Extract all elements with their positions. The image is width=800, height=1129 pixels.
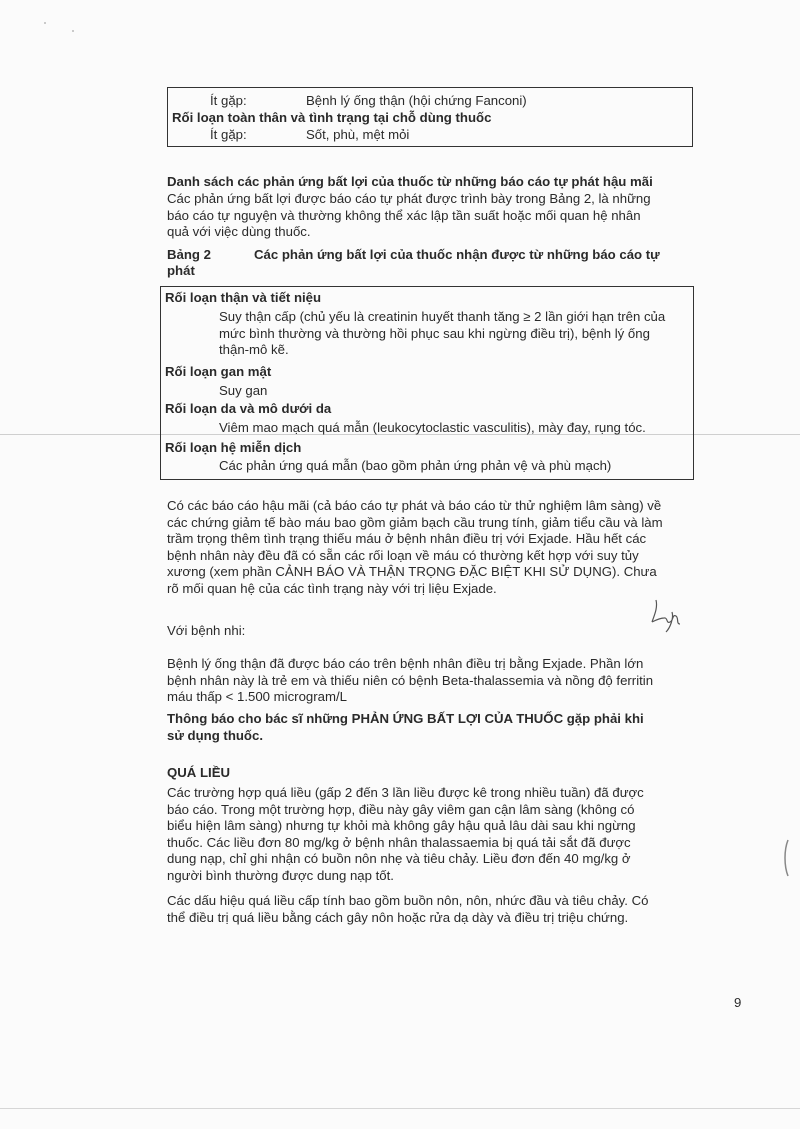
scan-edge-mark [782, 838, 792, 878]
text-line: thuốc. Các liều đơn 80 mg/kg ở bệnh nhân thalassaemia bị quá tải sắt đã được [167, 834, 631, 850]
pediatric-paragraph [167, 656, 653, 706]
text-line: trầm trọng thêm tình trạng thiếu máu ở bệnh nhân điều trị với Exjade. Hầu hết các [167, 531, 647, 546]
text-line: quả với việc dùng thuốc. [167, 224, 311, 239]
organ-class-heading: Rối loạn hệ miễn dịch [165, 440, 302, 455]
organ-class-heading: Rối loạn gan mật [165, 364, 272, 379]
table1-row [168, 127, 692, 144]
scan-line-bottom [0, 1108, 800, 1109]
reaction-value: Bệnh lý ống thận (hội chứng Fanconi) [306, 93, 527, 108]
text-line: biểu hiện lâm sàng) nhưng tự khỏi mà không gây hậu quả lâu dài sau khi ngừng [167, 818, 636, 833]
frequency-label: Ít gặp: [210, 127, 247, 142]
overdose-paragraph-1 [167, 785, 644, 884]
table1-row [168, 93, 692, 110]
text-line: Suy thận cấp (chủ yếu là creatinin huyết thanh tăng ≥ 2 lần giới hạn trên của [219, 309, 666, 324]
text-line: sử dụng thuốc. [167, 727, 263, 743]
overdose-heading: QUÁ LIỀU [167, 765, 231, 780]
table2-label: Bảng 2 [167, 247, 211, 262]
text-line: xương (xem phần CẢNH BÁO VÀ THẬN TRỌNG ĐẶC BIỆT KHI SỬ DỤNG). Chưa [167, 564, 657, 579]
text-line: báo cáo. Trong một trường hợp, điều này gây viêm gan cận lâm sàng (không có [167, 801, 635, 817]
organ-class-heading: Rối loạn da và mô dưới da [165, 401, 332, 416]
text-line: máu thấp < 1.500 microgram/L [167, 689, 347, 704]
reaction-text: Các phản ứng quá mẫn (bao gồm phản ứng phản vệ và phù mạch) [219, 458, 612, 473]
blood-disorders-paragraph [167, 498, 663, 597]
text-line: Bệnh lý ống thận đã được báo cáo trên bệnh nhân điều trị bằng Exjade. Phần lớn [167, 656, 644, 671]
table1-row [168, 110, 692, 127]
text-line: mức bình thường và thường hồi phục sau khi ngừng điều trị), bệnh lý ống [219, 325, 650, 341]
text-line: thể điều trị quá liều bằng cách gây nôn hoặc rửa dạ dày và điều trị triệu chứng. [167, 909, 629, 925]
text-line: bệnh nhân này đều đã có sẵn các rối loạn về máu có thường kết hợp với suy tủy [167, 547, 639, 563]
organ-class-heading: Rối loạn toàn thân và tình trạng tại chỗ dùng thuốc [172, 110, 492, 125]
table2-title: Các phản ứng bất lợi của thuốc nhận được từ những báo cáo tự [254, 247, 660, 262]
scan-speck [44, 22, 46, 24]
text-line: báo cáo tự nguyện và thường không thể xác lập tần suất hoặc mối quan hệ nhân [167, 207, 641, 223]
signature-mark [646, 594, 686, 634]
overdose-paragraph-2 [167, 893, 648, 926]
table2-title-cont: phát [167, 263, 195, 278]
pediatric-label: Với bệnh nhi: [167, 623, 246, 638]
organ-class-heading: Rối loạn thận và tiết niệu [165, 290, 322, 305]
text-line: rõ mối quan hệ của các tình trạng này với trị liệu Exjade. [167, 580, 497, 596]
text-line: bệnh nhân này là trẻ em và thiếu niên có bệnh Beta-thalassemia và nồng độ ferritin [167, 672, 654, 688]
text-line: dung nạp, chỉ ghi nhận có buồn nôn nhẹ và tiêu chảy. Liều đơn đến 40 mg/kg ở [167, 851, 631, 866]
text-line: thận-mô kẽ. [219, 342, 289, 357]
post-marketing-paragraph [167, 191, 651, 241]
text-line: Có các báo cáo hậu mãi (cả báo cáo tự phát và báo cáo từ thử nghiệm lâm sàng) về [167, 498, 662, 513]
reaction-text [219, 309, 665, 359]
text-line: Các dấu hiệu quá liều cấp tính bao gồm buồn nôn, nôn, nhức đầu và tiêu chảy. Có [167, 893, 649, 908]
scan-speck [72, 30, 74, 32]
text-line: Các trường hợp quá liều (gấp 2 đến 3 lần liều được kê trong nhiều tuần) đã được [167, 785, 644, 800]
table2 [160, 286, 694, 480]
text-line: các chứng giảm tế bào máu bao gồm giảm bạch cầu trung tính, giảm tiểu cầu và làm [167, 514, 663, 530]
adverse-reaction-notice [167, 711, 644, 744]
text-line: Các phản ứng bất lợi được báo cáo tự phát được trình bày trong Bảng 2, là những [167, 191, 651, 206]
text-line: Thông báo cho bác sĩ những PHẢN ỨNG BẤT LỢI CỦA THUỐC gặp phải khi [167, 711, 644, 726]
table1-continuation [167, 87, 693, 147]
text-line: người bình thường được dung nạp tốt. [167, 867, 394, 883]
reaction-value: Sốt, phù, mệt mỏi [306, 127, 410, 142]
frequency-label: Ít gặp: [210, 93, 247, 108]
page-number: 9 [734, 995, 742, 1010]
reaction-text: Suy gan [219, 383, 268, 398]
section-heading-post-marketing: Danh sách các phản ứng bất lợi của thuốc từ những báo cáo tự phát hậu mãi [167, 174, 653, 189]
reaction-text: Viêm mao mạch quá mẫn (leukocytoclastic vasculitis), mày đay, rụng tóc. [219, 420, 646, 435]
